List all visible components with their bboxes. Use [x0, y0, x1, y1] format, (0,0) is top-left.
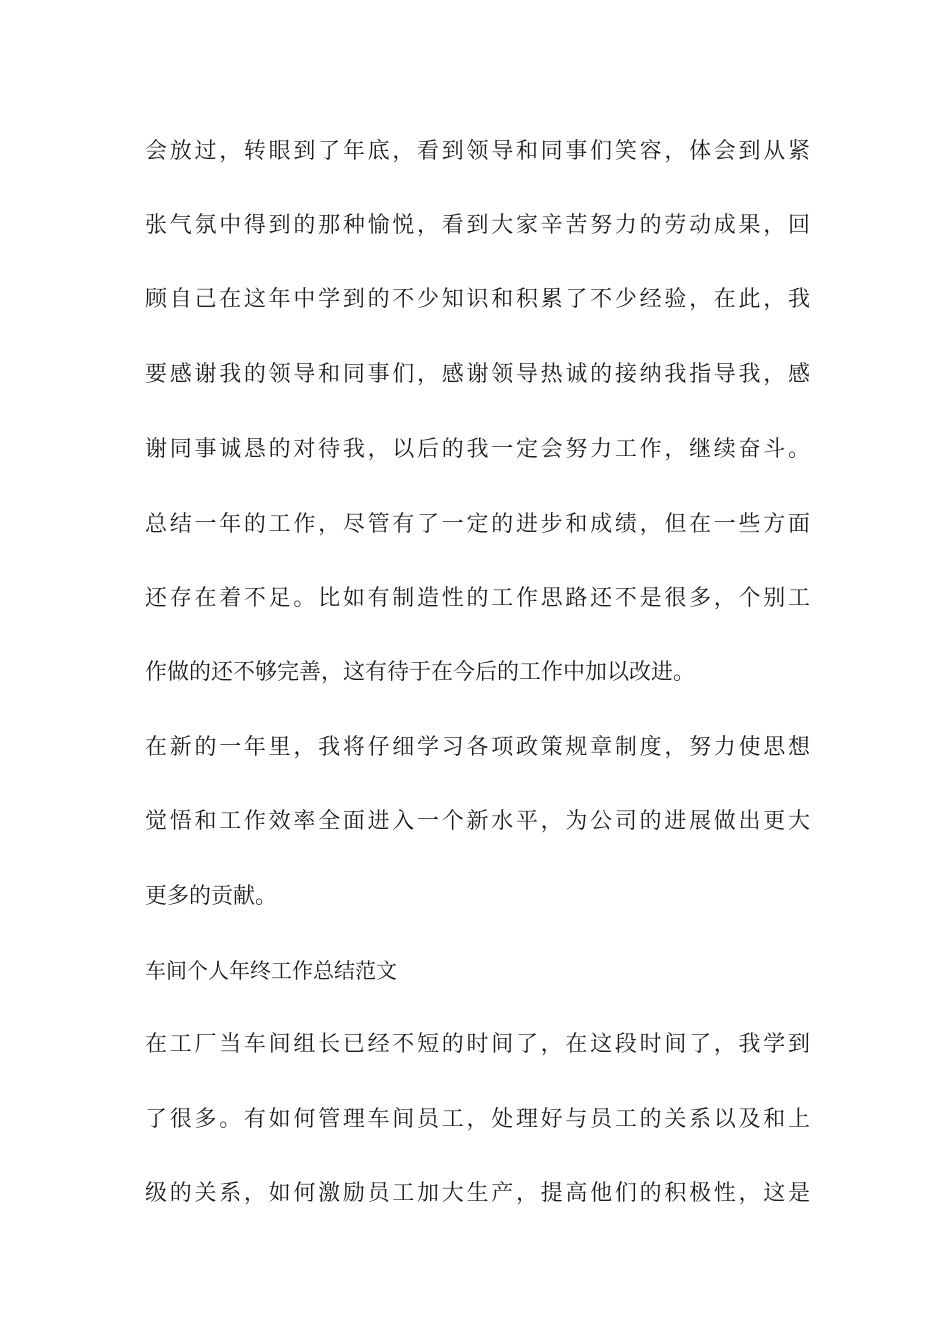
- paragraph-4-line-2: 了很多。有如何管理车间员工，处理好与员工的关系以及和上: [145, 1107, 810, 1132]
- paragraph-3-line-1: 在新的一年里，我将仔细学习各项政策规章制度，努力使思想: [145, 735, 810, 760]
- paragraph-2-line-2: 还存在着不足。比如有制造性的工作思路还不是很多，个别工: [145, 586, 810, 611]
- paragraph-3-line-2: 觉悟和工作效率全面进入一个新水平，为公司的进展做出更大: [145, 809, 810, 834]
- paragraph-1-line-3: 顾自己在这年中学到的不少知识和积累了不少经验，在此，我: [145, 287, 810, 312]
- paragraph-1-line-2: 张气氛中得到的那种愉悦，看到大家辛苦努力的劳动成果，回: [145, 213, 810, 238]
- paragraph-1-line-4: 要感谢我的领导和同事们，感谢领导热诚的接纳我指导我，感: [145, 362, 810, 387]
- paragraph-2-line-1: 总结一年的工作，尽管有了一定的进步和成绩，但在一些方面: [145, 512, 810, 537]
- paragraph-3-line-3: 更多的贡献。: [145, 884, 278, 909]
- paragraph-2-line-3: 作做的还不够完善，这有待于在今后的工作中加以改进。: [145, 660, 696, 685]
- paragraph-1-line-1: 会放过，转眼到了年底，看到领导和同事们笑容，体会到从紧: [145, 139, 810, 164]
- paragraph-1-line-5: 谢同事诚恳的对待我，以后的我一定会努力工作，继续奋斗。: [145, 437, 810, 462]
- paragraph-4-line-1: 在工厂当车间组长已经不短的时间了，在这段时间了，我学到: [145, 1032, 810, 1057]
- section-heading: 车间个人年终工作总结范文: [145, 959, 397, 983]
- paragraph-4-line-3: 级的关系，如何激励员工加大生产，提高他们的积极性，这是: [145, 1181, 810, 1206]
